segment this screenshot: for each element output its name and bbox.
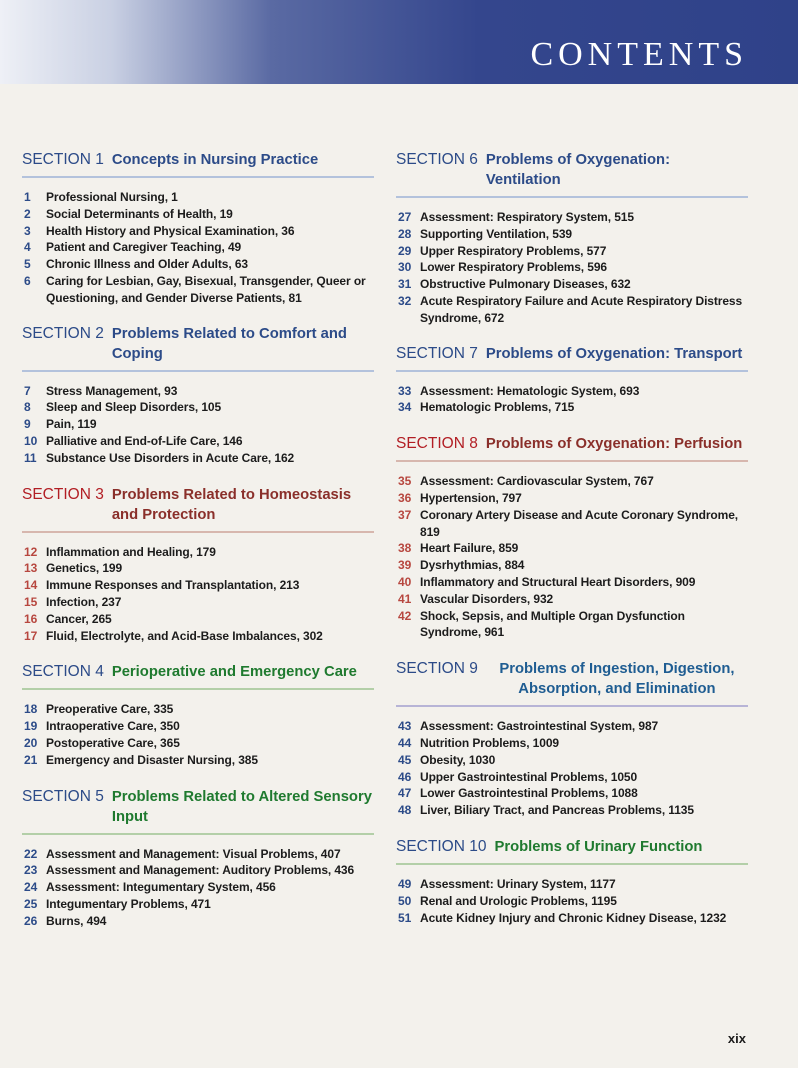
chapter-list [396, 473, 748, 641]
chapter-number: 38 [398, 541, 412, 556]
left-column [22, 150, 374, 930]
chapter-list [396, 718, 748, 819]
chapter-title: Dysrhythmias, 884 [420, 558, 525, 573]
chapter-item[interactable] [22, 450, 374, 467]
chapter-title: Burns, 494 [46, 913, 107, 928]
section-header [22, 485, 374, 533]
chapter-title: Social Determinants of Health, 19 [46, 206, 233, 221]
chapter-list [22, 544, 374, 645]
section-label: SECTION 10 [396, 837, 487, 855]
chapter-item[interactable] [396, 490, 748, 507]
chapter-title: Obesity, 1030 [420, 752, 496, 767]
chapter-item[interactable] [22, 913, 374, 930]
chapter-list [22, 701, 374, 768]
chapter-item[interactable] [396, 226, 748, 243]
section-title: Problems Related to Comfort and Coping [111, 325, 347, 362]
chapter-list [22, 189, 374, 307]
chapter-title: Chronic Illness and Older Adults, 63 [46, 257, 248, 272]
chapter-title: Upper Gastrointestinal Problems, 1050 [420, 769, 638, 784]
chapter-item[interactable] [396, 399, 748, 416]
chapter-number: 26 [24, 913, 38, 928]
chapter-title: Genetics, 199 [46, 561, 123, 576]
chapter-item[interactable] [22, 223, 374, 240]
chapter-title: Integumentary Problems, 471 [46, 896, 211, 911]
chapter-number: 27 [398, 210, 412, 224]
chapter-item[interactable] [396, 608, 748, 642]
chapter-number: 12 [24, 544, 38, 559]
section-title: Problems of Urinary Function [494, 838, 703, 855]
chapter-item[interactable] [396, 735, 748, 752]
chapter-number: 31 [398, 277, 412, 292]
chapter-number: 40 [398, 574, 412, 589]
chapter-number: 14 [24, 578, 38, 593]
section-title: Problems Related to Homeostasis and Protection [111, 486, 352, 523]
chapter-number: 2 [24, 206, 31, 221]
chapter-title: Hematologic Problems, 715 [420, 400, 575, 415]
chapter-item[interactable] [396, 591, 748, 608]
chapter-item[interactable] [396, 876, 748, 893]
chapter-title: Assessment: Respiratory System, 515 [420, 210, 634, 224]
chapter-item[interactable] [396, 785, 748, 802]
section-5 [22, 787, 374, 930]
section-6 [396, 150, 748, 327]
chapter-number: 35 [398, 474, 412, 489]
chapter-number: 50 [398, 893, 412, 908]
chapter-number: 28 [398, 226, 412, 241]
chapter-item[interactable] [22, 416, 374, 433]
chapter-number: 30 [398, 260, 412, 275]
chapter-title: Preoperative Care, 335 [46, 702, 174, 717]
chapter-number: 21 [24, 752, 38, 767]
chapter-number: 48 [398, 803, 412, 818]
chapter-title: Supporting Ventilation, 539 [420, 226, 572, 241]
section-header [396, 344, 748, 372]
chapter-item[interactable] [22, 577, 374, 594]
chapter-item[interactable] [22, 273, 374, 307]
chapter-number: 20 [24, 735, 38, 750]
section-header [22, 150, 374, 178]
chapter-item[interactable] [396, 243, 748, 260]
section-label: SECTION 4 [22, 663, 104, 681]
section-1 [22, 150, 374, 307]
chapter-title: Inflammatory and Structural Heart Disorders, 909 [420, 574, 696, 589]
chapter-item[interactable] [396, 276, 748, 293]
chapter-item[interactable] [22, 256, 374, 273]
chapter-number: 22 [24, 846, 38, 861]
chapter-item[interactable] [22, 560, 374, 577]
chapter-number: 39 [398, 558, 412, 573]
chapter-number: 49 [398, 876, 412, 891]
chapter-number: 47 [398, 786, 412, 801]
chapter-title: Hypertension, 797 [420, 490, 522, 505]
section-header [396, 659, 748, 707]
chapter-number: 4 [24, 240, 31, 255]
chapter-number: 11 [24, 450, 37, 465]
chapter-title: Health History and Physical Examination, 36 [46, 223, 295, 238]
section-title: Problems of Oxygenation: Ventilation [485, 152, 670, 188]
section-label: SECTION 5 [22, 787, 104, 805]
chapter-title: Palliative and End-of-Life Care, 146 [46, 433, 243, 448]
chapter-title: Infection, 237 [46, 594, 122, 609]
section-8 [396, 434, 748, 641]
chapter-number: 15 [24, 594, 38, 609]
section-title: Concepts in Nursing Practice [111, 152, 319, 168]
chapter-item[interactable] [22, 189, 374, 206]
chapter-item[interactable] [22, 718, 374, 735]
chapter-title: Stress Management, 93 [46, 383, 178, 398]
chapter-number: 34 [398, 400, 412, 415]
chapter-item[interactable] [22, 862, 374, 879]
chapter-title: Lower Respiratory Problems, 596 [420, 260, 607, 275]
chapter-number: 42 [398, 608, 412, 623]
chapter-item[interactable] [22, 594, 374, 611]
chapter-item[interactable] [396, 507, 748, 541]
chapter-list [396, 383, 748, 417]
section-label: SECTION 8 [396, 435, 478, 453]
chapter-number: 25 [24, 896, 38, 911]
section-label: SECTION 6 [396, 151, 478, 168]
chapter-number: 37 [398, 507, 412, 522]
section-title: Problems Related to Altered Sensory Input [111, 788, 372, 825]
chapter-list [396, 876, 748, 926]
chapter-item[interactable] [396, 473, 748, 490]
section-header [396, 150, 748, 198]
chapter-item[interactable] [396, 769, 748, 786]
chapter-title: Pain, 119 [46, 417, 97, 432]
chapter-item[interactable] [22, 239, 374, 256]
chapter-item[interactable] [396, 752, 748, 769]
chapter-number: 1 [24, 190, 31, 204]
chapter-item[interactable] [396, 259, 748, 276]
chapter-item[interactable] [22, 544, 374, 561]
chapter-item[interactable] [22, 752, 374, 769]
chapter-number: 44 [398, 735, 412, 750]
chapter-title: Cancer, 265 [46, 611, 112, 626]
chapter-number: 41 [398, 591, 412, 606]
chapter-number: 51 [398, 910, 412, 925]
chapter-number: 43 [398, 719, 412, 734]
chapter-title: Acute Kidney Injury and Chronic Kidney Disease, 1232 [420, 910, 727, 925]
chapter-list [22, 846, 374, 930]
chapter-number: 7 [24, 383, 31, 398]
section-4 [22, 662, 374, 768]
chapter-number: 19 [24, 719, 38, 734]
chapter-list [396, 209, 748, 327]
chapter-title: Assessment: Hematologic System, 693 [420, 383, 640, 398]
chapter-title: Assessment: Gastrointestinal System, 987 [420, 719, 659, 734]
chapter-title: Substance Use Disorders in Acute Care, 162 [46, 450, 295, 465]
chapter-number: 9 [24, 417, 31, 432]
chapter-number: 6 [24, 273, 31, 288]
chapter-title: Inflammation and Healing, 179 [46, 544, 216, 559]
section-header [22, 662, 374, 690]
section-label: SECTION 9 [396, 660, 478, 678]
chapter-number: 8 [24, 400, 31, 415]
chapter-number: 17 [24, 628, 38, 643]
chapter-number: 13 [24, 561, 38, 576]
chapter-number: 16 [24, 611, 38, 626]
chapter-item[interactable] [22, 206, 374, 223]
chapter-title: Obstructive Pulmonary Diseases, 632 [420, 277, 631, 292]
chapter-item[interactable] [22, 735, 374, 752]
chapter-item[interactable] [396, 540, 748, 557]
section-label: SECTION 7 [396, 344, 478, 362]
section-header [396, 837, 748, 865]
chapter-number: 23 [24, 863, 38, 878]
chapter-item[interactable] [396, 209, 748, 226]
chapter-title: Heart Failure, 859 [420, 541, 519, 556]
chapter-item[interactable] [22, 879, 374, 896]
chapter-item[interactable] [22, 896, 374, 913]
chapter-title: Intraoperative Care, 350 [46, 719, 180, 734]
page-number: xix [727, 1031, 746, 1046]
chapter-number: 18 [24, 702, 38, 717]
chapter-title: Upper Respiratory Problems, 577 [420, 243, 607, 258]
chapter-item[interactable] [22, 611, 374, 628]
chapter-item[interactable] [396, 293, 748, 327]
chapter-item[interactable] [22, 846, 374, 863]
chapter-number: 10 [24, 433, 38, 448]
chapter-item[interactable] [396, 383, 748, 400]
section-title: Problems of Ingestion, Digestion, Absorption, and Elimination [499, 661, 735, 698]
chapter-title: Postoperative Care, 365 [46, 735, 180, 750]
chapter-title: Vascular Disorders, 932 [420, 591, 554, 606]
chapter-title: Patient and Caregiver Teaching, 49 [46, 240, 242, 255]
chapter-title: Coronary Artery Disease and Acute Coronary Syndrome, 819 [420, 507, 739, 539]
chapter-item[interactable] [396, 557, 748, 574]
chapter-number: 45 [398, 752, 412, 767]
chapter-title: Liver, Biliary Tract, and Pancreas Problems, 1135 [420, 803, 694, 818]
section-label: SECTION 1 [22, 151, 104, 168]
section-title: Problems of Oxygenation: Transport [485, 345, 743, 362]
section-label: SECTION 3 [22, 485, 104, 503]
page-title: CONTENTS [530, 36, 748, 73]
chapter-item[interactable] [22, 628, 374, 645]
chapter-number: 3 [24, 223, 31, 238]
chapter-title: Caring for Lesbian, Gay, Bisexual, Transgender, Queer or Questioning, and Gender Diverse Patients, 81 [46, 273, 366, 305]
chapter-number: 46 [398, 769, 412, 784]
section-7 [396, 344, 748, 417]
chapter-title: Emergency and Disaster Nursing, 385 [46, 752, 258, 767]
chapter-title: Sleep and Sleep Disorders, 105 [46, 400, 222, 415]
section-3 [22, 485, 374, 645]
chapter-item[interactable] [396, 718, 748, 735]
chapter-item[interactable] [22, 433, 374, 450]
chapter-number: 32 [398, 293, 412, 308]
chapter-number: 33 [398, 383, 412, 398]
section-label: SECTION 2 [22, 324, 104, 342]
chapter-title: Assessment and Management: Auditory Problems, 436 [46, 863, 355, 878]
chapter-title: Assessment: Integumentary System, 456 [46, 880, 276, 895]
chapter-title: Assessment and Management: Visual Problems, 407 [46, 846, 341, 861]
chapter-title: Assessment: Urinary System, 1177 [420, 876, 616, 891]
right-column [396, 150, 748, 926]
chapter-number: 36 [398, 490, 412, 505]
chapter-item[interactable] [396, 574, 748, 591]
section-header [22, 324, 374, 372]
chapter-title: Fluid, Electrolyte, and Acid-Base Imbalances, 302 [46, 628, 323, 643]
chapter-title: Immune Responses and Transplantation, 213 [46, 578, 300, 593]
section-9 [396, 659, 748, 819]
chapter-title: Renal and Urologic Problems, 1195 [420, 893, 617, 908]
chapter-title: Shock, Sepsis, and Multiple Organ Dysfunction Syndrome, 961 [420, 608, 685, 640]
chapter-item[interactable] [396, 910, 748, 927]
chapter-item[interactable] [396, 802, 748, 819]
chapter-number: 5 [24, 257, 31, 272]
chapter-item[interactable] [396, 893, 748, 910]
section-title: Perioperative and Emergency Care [111, 664, 357, 681]
chapter-number: 29 [398, 243, 412, 258]
chapter-title: Assessment: Cardiovascular System, 767 [420, 474, 654, 489]
section-header [22, 787, 374, 835]
chapter-title: Acute Respiratory Failure and Acute Respiratory Distress Syndrome, 672 [420, 293, 743, 325]
chapter-item[interactable] [22, 399, 374, 416]
chapter-item[interactable] [22, 383, 374, 400]
section-header [396, 434, 748, 462]
chapter-title: Professional Nursing, 1 [46, 190, 178, 204]
chapter-number: 24 [24, 880, 38, 895]
chapter-title: Nutrition Problems, 1009 [420, 735, 559, 750]
header-band [0, 0, 798, 84]
chapter-item[interactable] [22, 701, 374, 718]
section-2 [22, 324, 374, 467]
chapter-title: Lower Gastrointestinal Problems, 1088 [420, 786, 638, 801]
section-10 [396, 837, 748, 926]
section-title: Problems of Oxygenation: Perfusion [485, 436, 743, 453]
chapter-list [22, 383, 374, 467]
